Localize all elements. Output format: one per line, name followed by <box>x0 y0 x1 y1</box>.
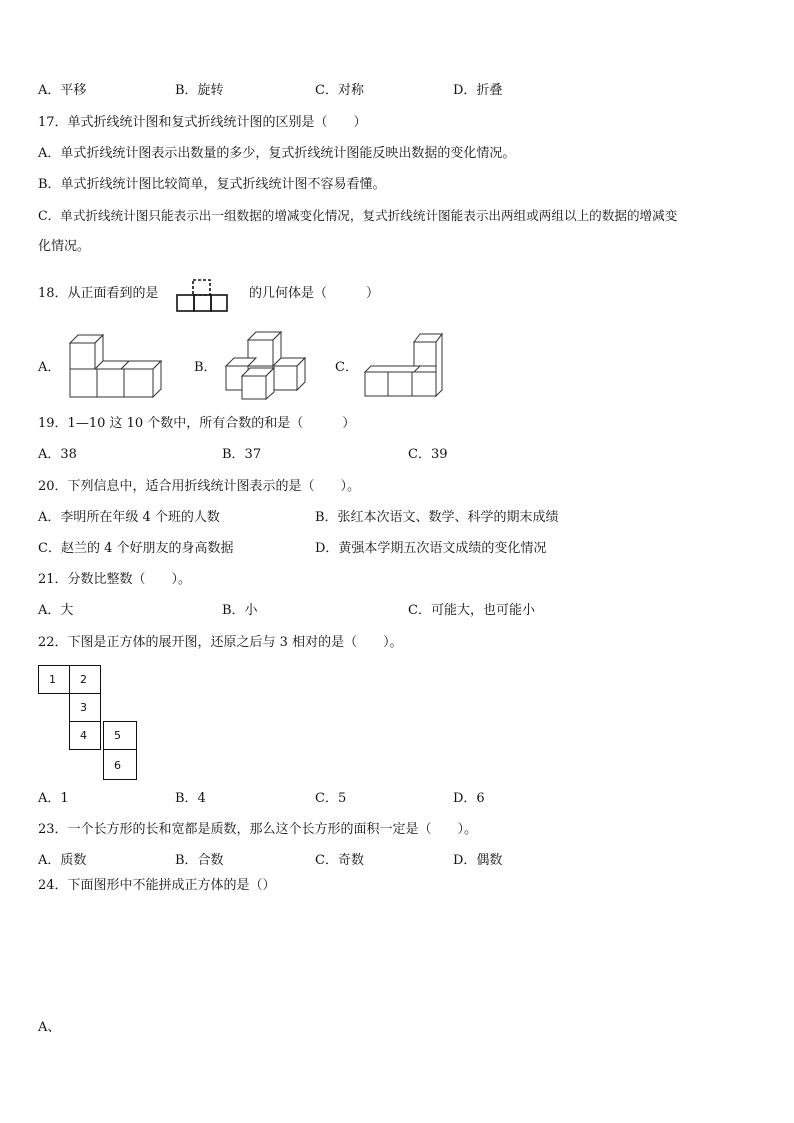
q17-option-c: C．单式折线统计图只能表示出一组数据的增减变化情况，复式折线统计图能表示出两组或两组以上的数据的增减变 <box>38 208 678 223</box>
q24-stem: 24．下面图形中不能拼成正方体的是（） <box>38 878 276 893</box>
q18-option-a-cubes <box>70 335 162 399</box>
q17-option-c-continued: 化情况。 <box>38 239 91 254</box>
q21-option-a: A．大 <box>38 603 74 618</box>
q18-stem-after: 的几何体是（ ） <box>249 286 380 301</box>
net-cell-5: 5 <box>103 721 137 750</box>
q19-option-b: B．37 <box>222 447 262 462</box>
q20-option-b: B．张红本次语文、数学、科学的期末成绩 <box>315 510 559 525</box>
q21-option-b: B．小 <box>222 603 258 618</box>
q17-option-a: A．单式折线统计图表示出数量的多少，复式折线统计图能反映出数据的变化情况。 <box>38 146 516 161</box>
q22-option-a: A．1 <box>38 791 69 806</box>
front-view-figure <box>176 279 228 313</box>
q16-option-a: A．平移 <box>38 83 87 98</box>
q18-option-c: C． <box>335 360 358 375</box>
q19-stem: 19．1—10 这 10 个数中，所有合数的和是（ ） <box>38 416 356 431</box>
q21-stem: 21．分数比整数（ ）。 <box>38 572 192 587</box>
net-cell-4: 4 <box>69 721 101 750</box>
q18-option-b-cubes <box>224 332 306 400</box>
q23-option-d: D．偶数 <box>453 853 503 868</box>
q21-option-c: C．可能大，也可能小 <box>408 603 535 618</box>
q20-option-d: D．黄强本学期五次语文成绩的变化情况 <box>315 541 547 556</box>
q18-option-c-cubes <box>364 334 444 398</box>
q22-stem: 22．下图是正方体的展开图，还原之后与 3 相对的是（ ）。 <box>38 635 403 650</box>
q23-option-b: B．合数 <box>175 853 224 868</box>
q20-option-c: C．赵兰的 4 个好朋友的身高数据 <box>38 541 234 556</box>
net-cell-6: 6 <box>103 749 137 780</box>
net-cell-2: 2 <box>69 665 101 694</box>
q17-stem: 17．单式折线统计图和复式折线统计图的区别是（ ） <box>38 115 367 130</box>
q22-option-b: B．4 <box>175 791 206 806</box>
q19-option-a: A．38 <box>38 447 77 462</box>
q16-option-b: B．旋转 <box>175 83 224 98</box>
net-cell-1: 1 <box>38 665 70 694</box>
q16-option-c: C．对称 <box>315 83 364 98</box>
q16-option-d: D．折叠 <box>453 83 503 98</box>
q23-stem: 23．一个长方形的长和宽都是质数，那么这个长方形的面积一定是（ ）。 <box>38 822 478 837</box>
q22-option-c: C．5 <box>315 791 347 806</box>
q20-stem: 20．下列信息中，适合用折线统计图表示的是（ ）。 <box>38 479 361 494</box>
q18-option-a: A． <box>38 360 61 375</box>
q22-option-d: D．6 <box>453 791 485 806</box>
q18-stem-before: 18．从正面看到的是 <box>38 286 159 301</box>
q18-option-b: B． <box>194 360 217 375</box>
q23-option-c: C．奇数 <box>315 853 364 868</box>
q24-option-a: A、 <box>38 1020 61 1035</box>
q20-option-a: A．李明所在年级 4 个班的人数 <box>38 510 220 525</box>
net-cell-3: 3 <box>69 693 101 722</box>
q23-option-a: A．质数 <box>38 853 87 868</box>
q19-option-c: C．39 <box>408 447 448 462</box>
q17-option-b: B．单式折线统计图比较简单，复式折线统计图不容易看懂。 <box>38 177 386 192</box>
